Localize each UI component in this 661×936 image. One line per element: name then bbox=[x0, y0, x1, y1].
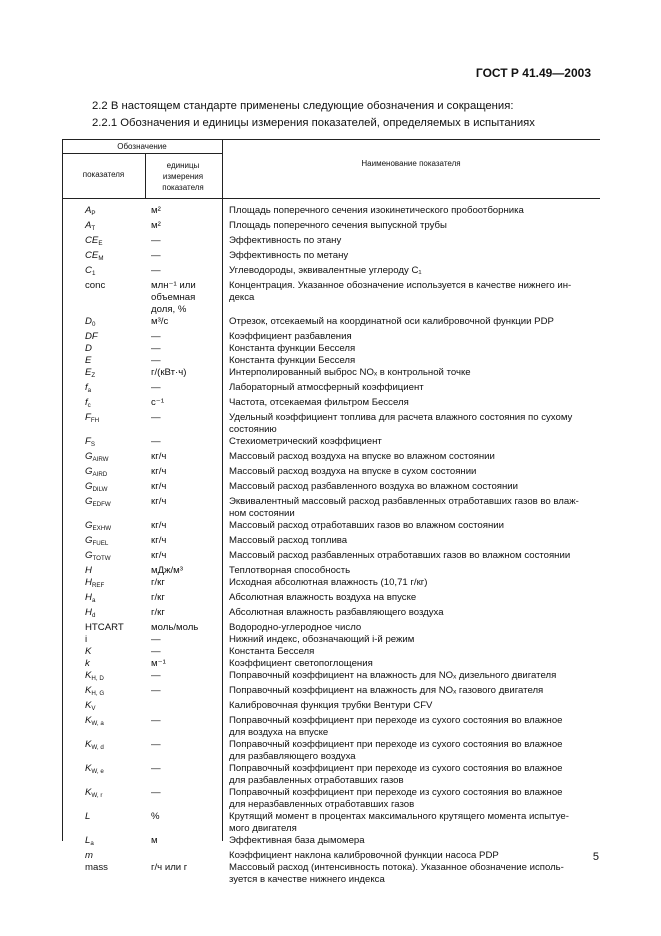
table-row bbox=[62, 670, 600, 685]
symbol-cell bbox=[62, 382, 145, 397]
symbol-cell bbox=[62, 850, 145, 862]
intro-line-1: 2.2 В настоящем стандарте применены следующие обозначения и сокращения: bbox=[92, 100, 514, 112]
unit-cell: млн⁻¹ или объемная доля, % bbox=[151, 280, 196, 315]
description-cell: Водородно-углеродное число bbox=[229, 622, 362, 633]
symbol-subscript: H, D bbox=[91, 675, 104, 682]
unit-cell: — bbox=[151, 412, 161, 423]
unit-cell: г/кг bbox=[151, 607, 165, 618]
unit-cell: — bbox=[151, 787, 161, 798]
table-body bbox=[62, 205, 600, 886]
symbol-cell bbox=[62, 787, 145, 811]
symbol: K bbox=[85, 787, 92, 798]
header-bottom-line bbox=[62, 198, 600, 199]
description-cell: Теплотворная способность bbox=[229, 565, 351, 576]
symbol: G bbox=[85, 535, 93, 546]
symbol: k bbox=[85, 658, 90, 669]
symbol-subscript: W, e bbox=[91, 768, 104, 775]
description-cell: Нижний индекс, обозначающий i-й режим bbox=[229, 634, 415, 645]
document-header: ГОСТ Р 41.49—2003 bbox=[475, 66, 591, 80]
unit-cell bbox=[145, 850, 222, 862]
table-row bbox=[62, 634, 600, 646]
symbol: D bbox=[85, 316, 92, 327]
symbol: conc bbox=[85, 280, 106, 291]
symbol-cell bbox=[62, 835, 145, 850]
unit-cell: г/кг bbox=[151, 592, 165, 603]
symbol-cell bbox=[62, 592, 145, 607]
description-cell: Константа функции Бесселя bbox=[229, 355, 356, 366]
unit-cell: кг/ч bbox=[151, 481, 167, 492]
unit-cell: кг/ч bbox=[151, 520, 167, 531]
description-cell: Коэффициент светопоглощения bbox=[229, 658, 373, 669]
unit-cell: — bbox=[151, 235, 161, 246]
symbol: K bbox=[85, 670, 92, 681]
unit-cell: г/кг bbox=[151, 577, 165, 588]
description-cell: Стехиометрический коэффициент bbox=[229, 436, 382, 447]
unit-cell: кг/ч bbox=[151, 466, 167, 477]
unit-cell: — bbox=[151, 646, 161, 657]
table-row bbox=[62, 496, 600, 520]
table-border-top bbox=[62, 139, 600, 140]
description-cell: Эффективность по метану bbox=[229, 250, 349, 261]
table-row bbox=[62, 577, 600, 592]
symbol-cell bbox=[62, 355, 145, 367]
symbol-cell bbox=[62, 496, 145, 520]
table-row bbox=[62, 436, 600, 451]
symbol: CE bbox=[85, 250, 99, 261]
symbol: HTCART bbox=[85, 622, 124, 633]
symbols-table bbox=[62, 139, 600, 885]
intro-line-2: 2.2.1 Обозначения и единицы измерения показателей, определяемых в испытаниях bbox=[92, 117, 535, 129]
description-cell: Массовый расход топлива bbox=[229, 535, 348, 546]
description-cell: Калибровочная функция трубки Вентури CFV bbox=[229, 700, 433, 711]
symbol: G bbox=[85, 496, 93, 507]
table-row bbox=[62, 811, 600, 835]
symbol-cell bbox=[62, 481, 145, 496]
header-name: Наименование показателя bbox=[361, 159, 461, 168]
symbol-cell bbox=[62, 565, 145, 577]
unit-cell: — bbox=[151, 250, 161, 261]
unit-cell: — bbox=[151, 685, 161, 696]
description-cell: Массовый расход воздуха на впуске во влажном состоянии bbox=[229, 451, 495, 462]
table-row bbox=[62, 646, 600, 658]
description-cell: Концентрация. Указанное обозначение используется в качестве нижнего ин- декса bbox=[229, 280, 572, 303]
header-sub-divider bbox=[145, 153, 146, 198]
symbol-cell bbox=[62, 265, 145, 280]
unit-cell: кг/ч bbox=[151, 550, 167, 561]
symbol-subscript: a bbox=[90, 840, 94, 847]
table-row bbox=[62, 592, 600, 607]
symbol: A bbox=[85, 205, 92, 216]
description-cell: Отрезок, отсекаемый на координатной оси калибровочной функции PDP bbox=[229, 316, 554, 327]
symbol: f bbox=[85, 382, 88, 393]
header-designation: Обозначение bbox=[117, 142, 167, 151]
symbol: K bbox=[85, 739, 92, 750]
symbol-subscript: FUEL bbox=[92, 540, 109, 547]
table-row bbox=[62, 715, 600, 739]
description-cell: Массовый расход отработавших газов во влажном состоянии bbox=[229, 520, 504, 531]
description-cell: Площадь поперечного сечения изокинетического пробоотборника bbox=[229, 205, 524, 216]
symbol-subscript: REF bbox=[91, 582, 105, 589]
description-cell: Поправочный коэффициент на влажность для NOₓ дизельного двигателя bbox=[229, 670, 557, 681]
symbol-cell bbox=[62, 622, 145, 634]
symbol: E bbox=[85, 367, 92, 378]
unit-cell: — bbox=[151, 331, 161, 342]
symbol: H bbox=[85, 607, 92, 618]
symbol-cell bbox=[62, 250, 145, 265]
symbol: K bbox=[85, 646, 92, 657]
unit-cell: м² bbox=[151, 220, 161, 231]
symbol-cell bbox=[62, 577, 145, 592]
symbol: F bbox=[85, 412, 91, 423]
symbol: K bbox=[85, 763, 92, 774]
symbol-subscript: W, r bbox=[91, 792, 103, 799]
symbol: K bbox=[85, 685, 92, 696]
table-row bbox=[62, 331, 600, 343]
description-cell: Крутящий момент в процентах максимального крутящего момента испытуе- мого двигателя bbox=[229, 811, 569, 834]
description-cell: Удельный коэффициент топлива для расчета влажного состояния по сухому состоянию bbox=[229, 412, 573, 435]
table-row bbox=[62, 367, 600, 382]
unit-cell: — bbox=[151, 265, 161, 276]
table-row bbox=[62, 220, 600, 235]
symbol-subscript: W, a bbox=[91, 720, 104, 727]
symbol: G bbox=[85, 550, 93, 561]
symbol-cell bbox=[62, 700, 145, 715]
table-row bbox=[62, 412, 600, 436]
symbol: A bbox=[85, 220, 92, 231]
description-cell: Константа функции Бесселя bbox=[229, 343, 356, 354]
symbol-subscript: a bbox=[87, 387, 92, 394]
unit-cell: м³/с bbox=[151, 316, 169, 327]
symbol: i bbox=[85, 634, 88, 645]
header-indicator: показателя bbox=[82, 170, 125, 179]
description-cell: Углеводороды, эквивалентные углероду C₁ bbox=[229, 265, 422, 276]
table-row bbox=[62, 535, 600, 550]
unit-cell: — bbox=[151, 436, 161, 447]
header-units: единицы измерения показателя bbox=[162, 161, 204, 192]
symbol-cell bbox=[62, 550, 145, 565]
symbol-cell bbox=[62, 220, 145, 235]
description-cell: Лабораторный атмосферный коэффициент bbox=[229, 382, 424, 393]
symbol-subscript: Z bbox=[91, 372, 96, 379]
symbol-cell bbox=[62, 739, 145, 763]
symbol-cell bbox=[62, 235, 145, 250]
symbol-subscript: AIRW bbox=[92, 456, 109, 463]
symbol-subscript: 0 bbox=[91, 321, 96, 328]
symbol-cell bbox=[62, 607, 145, 622]
symbol-subscript: S bbox=[90, 441, 96, 448]
table-row bbox=[62, 343, 600, 355]
table-row bbox=[62, 397, 600, 412]
symbol: G bbox=[85, 481, 93, 492]
description-cell: Поправочный коэффициент при переходе из сухого состояния во влажное для разбавленных отработавших газов bbox=[229, 763, 563, 786]
symbol-subscript: TOTW bbox=[92, 555, 111, 562]
symbol-cell bbox=[62, 535, 145, 550]
symbol-subscript: E bbox=[98, 240, 103, 247]
description-cell: Массовый расход разбавленных отработавших газов во влажном состоянии bbox=[229, 550, 571, 561]
symbol-cell bbox=[62, 466, 145, 481]
symbol-cell bbox=[62, 205, 145, 220]
description-cell: Исходная абсолютная влажность (10,71 г/кг) bbox=[229, 577, 428, 588]
unit-cell: г/(кВт·ч) bbox=[151, 367, 187, 378]
table-row bbox=[62, 355, 600, 367]
table-row bbox=[62, 658, 600, 670]
table-row bbox=[62, 550, 600, 565]
description-cell: Константа Бесселя bbox=[229, 646, 315, 657]
table-row bbox=[62, 520, 600, 535]
table-row bbox=[62, 481, 600, 496]
unit-cell: — bbox=[151, 739, 161, 750]
symbol-cell bbox=[62, 451, 145, 466]
symbol: f bbox=[85, 397, 88, 408]
description-cell: Коэффициент разбавления bbox=[229, 331, 352, 342]
unit-cell bbox=[145, 700, 222, 715]
description-cell: Площадь поперечного сечения выпускной трубы bbox=[229, 220, 447, 231]
symbol-subscript: V bbox=[91, 705, 96, 712]
unit-cell: г/ч или г bbox=[151, 862, 188, 873]
symbol-cell bbox=[62, 646, 145, 658]
symbol: F bbox=[85, 436, 91, 447]
unit-cell: — bbox=[151, 763, 161, 774]
symbol-cell bbox=[62, 670, 145, 685]
symbol-cell bbox=[62, 763, 145, 787]
description-cell: Частота, отсекаемая фильтром Бесселя bbox=[229, 397, 409, 408]
description-cell: Массовый расход разбавленного воздуха во влажном состоянии bbox=[229, 481, 519, 492]
table-row bbox=[62, 685, 600, 700]
table-row bbox=[62, 835, 600, 850]
symbol-cell bbox=[62, 862, 145, 886]
symbol-cell bbox=[62, 367, 145, 382]
symbol-subscript: a bbox=[91, 597, 96, 604]
unit-cell: — bbox=[151, 715, 161, 726]
unit-cell: м bbox=[151, 835, 158, 846]
symbol: mass bbox=[85, 862, 108, 873]
symbol: K bbox=[85, 715, 92, 726]
symbol-subscript: d bbox=[91, 612, 96, 619]
symbol-cell bbox=[62, 316, 145, 331]
symbol: H bbox=[85, 565, 92, 576]
symbol-subscript: c bbox=[87, 402, 91, 409]
symbol-cell bbox=[62, 658, 145, 670]
unit-cell: — bbox=[151, 670, 161, 681]
symbol: H bbox=[85, 592, 92, 603]
unit-cell: — bbox=[151, 355, 161, 366]
description-cell: Поправочный коэффициент при переходе из сухого состояния во влажное для воздуха на впуске bbox=[229, 715, 563, 738]
table-row bbox=[62, 265, 600, 280]
description-cell: Коэффициент наклона калибровочной функции насоса PDP bbox=[229, 850, 499, 861]
symbol-subscript: DILW bbox=[92, 486, 108, 493]
page-number: 5 bbox=[592, 851, 599, 863]
table-row bbox=[62, 763, 600, 787]
table-row bbox=[62, 382, 600, 397]
symbol-cell bbox=[62, 280, 145, 316]
symbol-cell bbox=[62, 715, 145, 739]
symbol: D bbox=[85, 343, 92, 354]
symbol-subscript: W, d bbox=[91, 744, 104, 751]
symbol: G bbox=[85, 466, 93, 477]
description-cell: Интерполированный выброс NOₓ в контрольной точке bbox=[229, 367, 471, 378]
unit-cell: — bbox=[151, 343, 161, 354]
symbol-subscript: 1 bbox=[91, 270, 96, 277]
table-row bbox=[62, 739, 600, 763]
description-cell: Поправочный коэффициент при переходе из сухого состояния во влажное для неразбавленных отработавших газов bbox=[229, 787, 563, 810]
symbol-cell bbox=[62, 520, 145, 535]
description-cell: Массовый расход воздуха на впуске в сухом состоянии bbox=[229, 466, 477, 477]
symbol-subscript: M bbox=[98, 255, 104, 262]
table-row bbox=[62, 466, 600, 481]
description-cell: Массовый расход (интенсивность потока). Указанное обозначение исполь- зуется в качестве нижнего индекса bbox=[229, 862, 564, 885]
symbol-subscript: H, G bbox=[91, 690, 105, 697]
symbol-cell bbox=[62, 397, 145, 412]
table-row bbox=[62, 280, 600, 316]
table-row bbox=[62, 235, 600, 250]
symbol-cell bbox=[62, 634, 145, 646]
symbol: K bbox=[85, 700, 92, 711]
unit-cell: % bbox=[151, 811, 160, 822]
symbol-cell bbox=[62, 685, 145, 700]
description-cell: Поправочный коэффициент при переходе из сухого состояния во влажное для разбавляющего воздуха bbox=[229, 739, 563, 762]
table-row bbox=[62, 565, 600, 577]
unit-cell: кг/ч bbox=[151, 496, 167, 507]
symbol: CE bbox=[85, 235, 99, 246]
symbol: m bbox=[85, 850, 93, 861]
description-cell: Поправочный коэффициент на влажность для NOₓ газового двигателя bbox=[229, 685, 544, 696]
table-row bbox=[62, 700, 600, 715]
symbol: DF bbox=[85, 331, 98, 342]
symbol-subscript: P bbox=[91, 210, 96, 217]
unit-cell: моль/моль bbox=[151, 622, 199, 633]
symbol-cell bbox=[62, 412, 145, 436]
symbol-subscript: EDFW bbox=[92, 501, 111, 508]
symbol: G bbox=[85, 520, 93, 531]
symbol-cell bbox=[62, 436, 145, 451]
unit-cell: с⁻¹ bbox=[151, 397, 165, 408]
unit-cell: кг/ч bbox=[151, 451, 167, 462]
symbol: H bbox=[85, 577, 92, 588]
table-row bbox=[62, 205, 600, 220]
symbol-subscript: EXHW bbox=[92, 525, 112, 532]
symbol-cell bbox=[62, 331, 145, 343]
unit-cell: — bbox=[151, 634, 161, 645]
symbol: E bbox=[85, 355, 92, 366]
table-row bbox=[62, 787, 600, 811]
table-row bbox=[62, 451, 600, 466]
symbol-cell bbox=[62, 811, 145, 835]
unit-cell: м⁻¹ bbox=[151, 658, 166, 669]
symbol-subscript: AIRD bbox=[92, 471, 108, 478]
unit-cell: мДж/м³ bbox=[151, 565, 183, 576]
symbol: G bbox=[85, 451, 93, 462]
symbol-subscript: T bbox=[91, 225, 96, 232]
unit-cell: м² bbox=[151, 205, 161, 216]
symbol: C bbox=[85, 265, 92, 276]
unit-cell: кг/ч bbox=[151, 535, 167, 546]
table-row bbox=[62, 850, 600, 862]
table-row bbox=[62, 622, 600, 634]
table-row bbox=[62, 862, 600, 886]
description-cell: Эффективная база дымомера bbox=[229, 835, 365, 846]
symbol-cell bbox=[62, 343, 145, 355]
description-cell: Абсолютная влажность воздуха на впуске bbox=[229, 592, 417, 603]
table-row bbox=[62, 316, 600, 331]
header-sub-line bbox=[62, 153, 222, 154]
symbol: L bbox=[85, 811, 91, 822]
table-row bbox=[62, 250, 600, 265]
description-cell: Эквивалентный массовый расход разбавленных отработавших газов во влаж- ном состоянии bbox=[229, 496, 579, 519]
description-cell: Эффективность по этану bbox=[229, 235, 342, 246]
symbol-subscript: FH bbox=[90, 417, 100, 424]
description-cell: Абсолютная влажность разбавляющего воздуха bbox=[229, 607, 444, 618]
table-row bbox=[62, 607, 600, 622]
symbol: L bbox=[85, 835, 91, 846]
unit-cell: — bbox=[151, 382, 161, 393]
